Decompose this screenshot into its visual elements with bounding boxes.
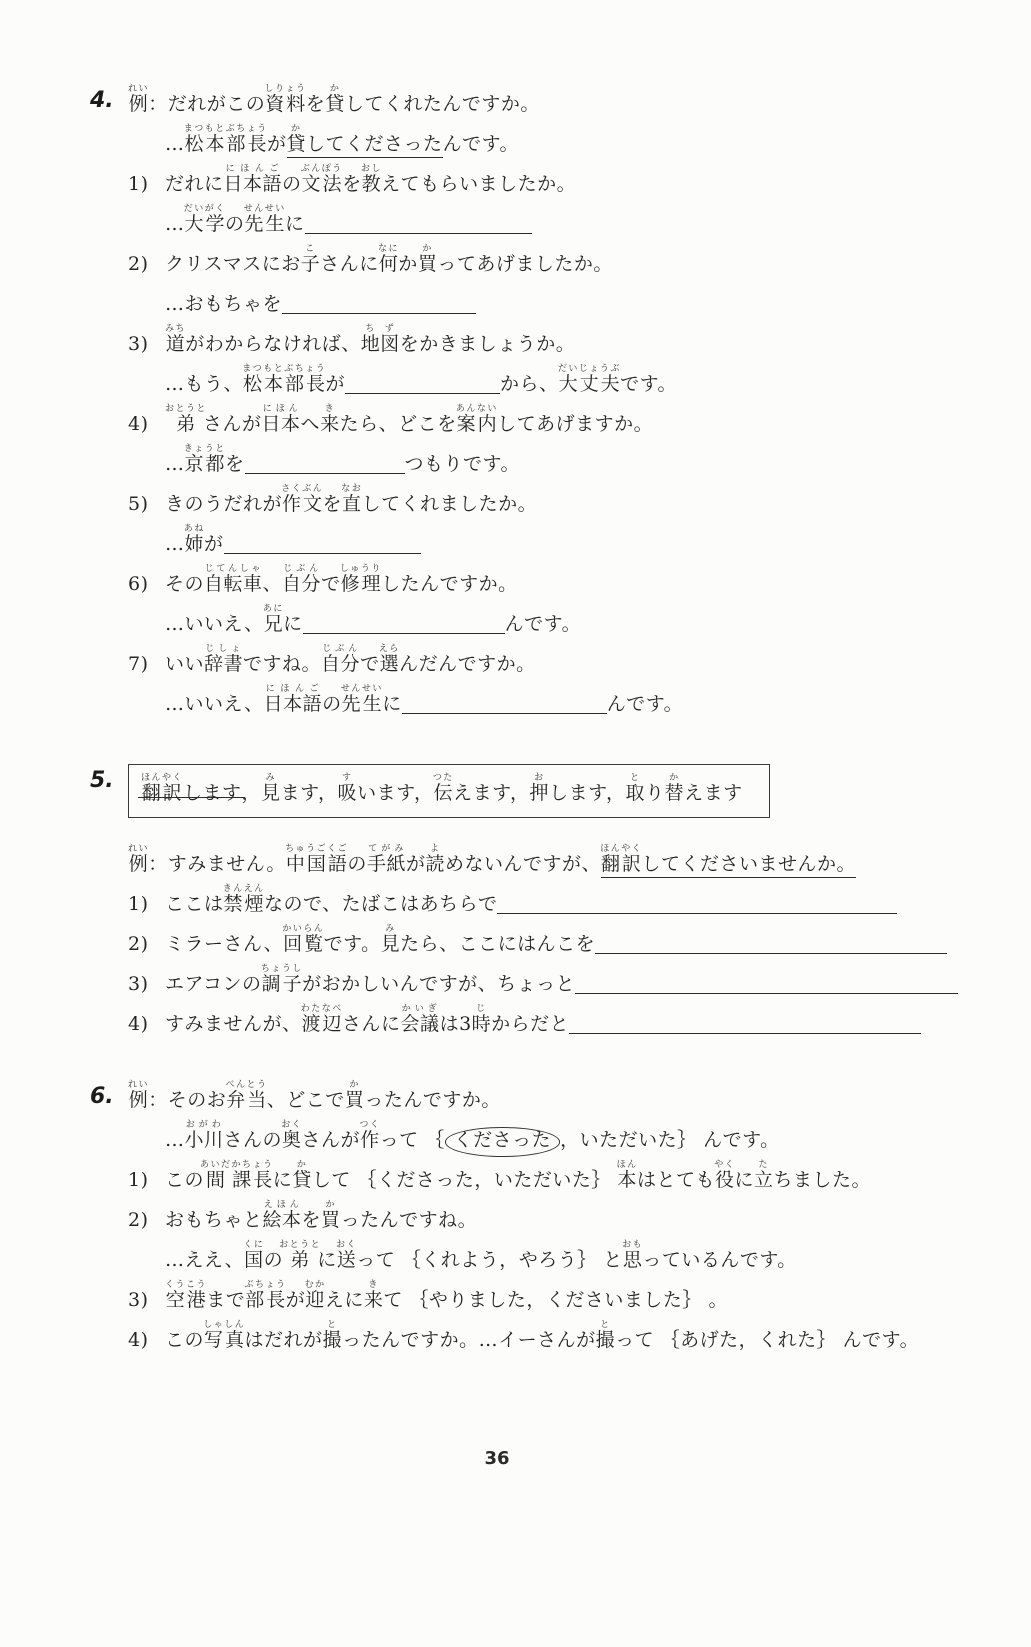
crossed-out-word: します [183, 775, 242, 811]
ruby-text: 例れい [128, 1080, 150, 1111]
text-segment: ，いただいた｝ んです。 [560, 1129, 780, 1151]
answer-blank [402, 713, 607, 714]
answer-line [128, 204, 920, 244]
answer-blank [303, 633, 505, 634]
ruby-text: 直なお [341, 484, 363, 515]
text-segment: んだんですか。 [399, 653, 536, 675]
ruby-text: 京都きょうと [183, 444, 226, 475]
ruby-text: 松本部長まつもとぶちょう [242, 364, 327, 395]
text-segment: 、どこで [266, 1089, 345, 1111]
ruby-text: 渡辺わたなべ [300, 1004, 343, 1035]
text-segment: …おもちゃを [165, 293, 283, 315]
item-number: 5) [128, 493, 149, 515]
question-line [128, 1200, 920, 1240]
ruby-text: 弟おとうと [279, 1240, 322, 1271]
section-lines [128, 764, 920, 1044]
example-line [128, 844, 920, 884]
text-segment: ってあげましたか。 [437, 253, 613, 275]
ruby-text: 日本語にほんご [263, 684, 323, 715]
text-segment: り [645, 782, 665, 804]
text-segment: してあげますか。 [497, 413, 654, 435]
ruby-text: 読よ [425, 844, 445, 875]
text-segment: に [272, 1169, 293, 1191]
answer-line [128, 524, 920, 564]
answer-line [128, 444, 920, 484]
text-segment: が [267, 133, 287, 155]
text-segment: の [282, 173, 302, 195]
text-segment: に [285, 213, 305, 235]
ruby-text: 立た [753, 1160, 774, 1191]
ruby-text: 取と [625, 773, 646, 804]
text-segment: がわからなければ、 [185, 333, 361, 355]
text-segment: … [165, 133, 185, 155]
item-number: 2) [128, 933, 149, 955]
ruby-text: 替か [664, 773, 685, 804]
ruby-text: 日本にほん [261, 404, 301, 435]
text-segment: えてもらいましたか。 [381, 173, 577, 195]
text-segment: からだと [491, 1013, 570, 1035]
text-segment: はとても [636, 1169, 715, 1191]
text-segment: ：そのお [148, 1089, 227, 1111]
text-segment: ます， [280, 782, 338, 804]
ruby-text: 禁煙きんえん [222, 884, 265, 915]
answer-blank [575, 993, 958, 994]
ruby-text: 伝つた [432, 773, 454, 804]
ruby-text: 会議かいぎ [400, 1004, 440, 1035]
text-segment: から、 [500, 373, 559, 395]
ruby-text: 部長ぶちょう [244, 1280, 287, 1311]
text-segment: まで [206, 1289, 246, 1311]
ruby-text: 間あいだ [200, 1160, 232, 1191]
ruby-text: 弟おとうと [165, 404, 208, 435]
ruby-text: 大学だいがく [183, 204, 226, 235]
ruby-text: 国くに [243, 1240, 265, 1271]
ruby-text: 修理しゅうり [339, 564, 382, 595]
text-segment: いい [165, 653, 205, 675]
item-number: 2) [128, 1209, 149, 1231]
item-number: 4) [128, 413, 149, 435]
exercise-4 [90, 84, 920, 724]
item-number: 6) [128, 573, 149, 595]
question-line [128, 564, 920, 604]
text-segment: が [405, 853, 426, 875]
text-segment: を [342, 173, 362, 195]
ruby-text: 回覧かいらん [282, 924, 325, 955]
text-segment: クリスマスにお [165, 253, 301, 275]
answer-line [128, 364, 920, 404]
item-number: 4) [128, 1013, 149, 1035]
question-line [128, 244, 920, 284]
example-answer [128, 1120, 920, 1160]
text-segment: ：すみません。 [148, 853, 286, 875]
exercise-content [90, 84, 920, 1360]
ruby-text: 案内あんない [455, 404, 498, 435]
text-segment: この [165, 1169, 205, 1191]
ruby-text: 作文さくぶん [281, 484, 324, 515]
text-segment: って ｛あげた，くれた｝ んです。 [615, 1329, 920, 1351]
text-segment: ですね。 [243, 653, 322, 675]
text-segment: か [398, 253, 418, 275]
text-segment: へ [300, 413, 321, 435]
ruby-text: 貸か [292, 1160, 312, 1191]
text-segment: 、 [262, 573, 283, 595]
text-segment: って ｛ [379, 1129, 445, 1151]
example-question [128, 84, 920, 124]
text-segment: えます [684, 782, 743, 804]
ruby-text: 写真しゃしん [203, 1320, 246, 1351]
crossed-out-word: 翻訳ほんやく [141, 773, 183, 811]
answer-line [128, 1240, 920, 1280]
ruby-text: 貸か [325, 84, 345, 115]
answer-line [128, 604, 920, 644]
text-segment: たら、ここにはんこを [400, 933, 596, 955]
text-segment: んです。 [504, 613, 582, 635]
text-segment: さんが [301, 1129, 361, 1151]
text-segment: で [360, 653, 380, 675]
ruby-text: 資料しりょう [264, 84, 307, 115]
question-line [128, 484, 920, 524]
text-segment: … [165, 453, 185, 475]
question-line [128, 1280, 920, 1320]
ruby-text: 地図ちず [360, 324, 400, 355]
ruby-text: 調子ちょうし [260, 964, 303, 995]
ruby-text: 本ほん [616, 1160, 638, 1191]
example-question [128, 1080, 920, 1120]
ruby-text: 何なに [378, 244, 400, 275]
underlined-text: 翻訳ほんやく [601, 853, 642, 878]
word-bank-box [128, 764, 770, 818]
ruby-text: 時じ [471, 1004, 492, 1035]
item-number: 4) [128, 1329, 149, 1351]
text-segment: の [347, 853, 367, 875]
answer-line [128, 284, 920, 324]
underlined-text: してくださった [306, 133, 443, 158]
text-segment: んです。 [606, 693, 684, 715]
text-segment: っているんです。 [642, 1249, 797, 1271]
text-segment: …もう、 [165, 373, 244, 395]
text-segment: に [283, 613, 303, 635]
text-segment: つもりです。 [404, 453, 521, 475]
text-segment: さんに [342, 1013, 401, 1035]
question-line [128, 644, 920, 684]
text-segment: ここは [165, 893, 224, 915]
answer-blank [224, 553, 421, 554]
circled-answer: くださった [445, 1127, 561, 1157]
section-number: 5. [90, 768, 114, 793]
section-number: 4. [90, 88, 114, 113]
ruby-text: 自転車じてんしゃ [204, 564, 263, 595]
text-segment: …いいえ、 [165, 613, 264, 635]
question-line [128, 924, 920, 964]
ruby-text: 撮と [322, 1320, 343, 1351]
text-segment: … [165, 533, 185, 555]
text-segment: したんですか。 [381, 573, 518, 595]
ruby-text: 奥おく [281, 1120, 303, 1151]
item-number: 1) [128, 1169, 149, 1191]
item-number: 3) [128, 333, 149, 355]
text-segment: さんに [320, 253, 379, 275]
text-segment: この [165, 1329, 205, 1351]
text-segment: きのうだれが [165, 493, 283, 515]
text-segment: えます， [453, 782, 530, 804]
ruby-text: 来き [320, 404, 340, 435]
ruby-text: 大丈夫だいじょうぶ [557, 364, 621, 395]
question-line [128, 884, 920, 924]
text-segment: で [321, 573, 341, 595]
ruby-text: 迎むか [304, 1280, 326, 1311]
ruby-text: 見み [261, 773, 281, 804]
text-segment: です。 [323, 933, 381, 955]
item-number: 3) [128, 973, 149, 995]
text-segment: すみませんが、 [165, 1013, 302, 1035]
text-segment: … [165, 213, 185, 235]
text-segment: します， [549, 782, 626, 804]
question-line [128, 1320, 920, 1360]
text-segment: ったんですか。 [364, 1089, 501, 1111]
text-segment: をかきましょうか。 [399, 333, 576, 355]
section-lines [128, 84, 920, 724]
text-segment: はだれが [244, 1329, 323, 1351]
question-line [128, 964, 920, 1004]
ruby-text: 小川おがわ [184, 1120, 224, 1151]
ruby-text: 役やく [714, 1160, 736, 1191]
answer-blank [595, 953, 947, 954]
ruby-text: 撮と [595, 1320, 616, 1351]
ruby-text: 中国語ちゅうごくご [285, 844, 349, 875]
underlined-text: 貸か [287, 133, 307, 158]
text-segment: に [317, 1249, 337, 1271]
text-segment: して ｛くださった，いただいた｝ [311, 1169, 618, 1191]
answer-blank [497, 913, 897, 914]
text-segment: を [301, 1209, 322, 1231]
ruby-text: 手紙てがみ [366, 844, 406, 875]
ruby-text: 弁当べんとう [225, 1080, 268, 1111]
ruby-text: 絵本えほん [262, 1200, 302, 1231]
answer-blank [282, 313, 476, 314]
item-number: 3) [128, 1289, 149, 1311]
text-segment: ミラーさん、 [165, 933, 284, 955]
text-segment: は3 [439, 1013, 472, 1035]
text-segment: が [204, 533, 224, 555]
ruby-text: 日本語にほんご [223, 164, 283, 195]
text-segment: ちました。 [773, 1169, 872, 1191]
ruby-text: 買か [344, 1080, 365, 1111]
ruby-text: 教おし [360, 164, 382, 195]
text-segment: って ｛くれよう，やろう｝ と [356, 1249, 623, 1271]
ruby-text: 先生せんせい [243, 204, 286, 235]
text-segment: してくれましたか。 [361, 493, 538, 515]
text-segment: が [325, 373, 346, 395]
section-lines [128, 1080, 920, 1360]
text-segment: なので、たばこはあちらで [264, 893, 498, 915]
text-segment: に [734, 1169, 754, 1191]
text-segment: を [305, 93, 326, 115]
text-segment: がおかしいんですが、ちょっと [302, 973, 576, 995]
item-number: 7) [128, 653, 149, 675]
ruby-text: 自分じぶん [321, 644, 361, 675]
page-number: 36 [484, 1448, 510, 1469]
text-segment: … [165, 1129, 185, 1151]
text-segment: を [322, 493, 343, 515]
ruby-text: 送おく [335, 1240, 357, 1271]
ruby-text: 辞書じしょ [204, 644, 244, 675]
ruby-text: 子こ [300, 244, 321, 275]
ruby-text: 自分じぶん [282, 564, 322, 595]
text-segment: の [263, 1249, 284, 1271]
text-segment: だれに [165, 173, 224, 195]
question-line [128, 324, 920, 364]
text-segment: たら、どこを [339, 413, 457, 435]
text-segment: の [225, 213, 245, 235]
ruby-text: 作つく [359, 1120, 381, 1151]
ruby-text: 姉あね [183, 524, 205, 555]
answer-blank [245, 473, 405, 474]
text-segment: さんが [203, 413, 262, 435]
item-number: 1) [128, 893, 149, 915]
text-segment: に [382, 693, 402, 715]
text-segment: です。 [620, 373, 678, 395]
text-segment: してくれたんですか。 [344, 93, 540, 115]
ruby-text: 例れい [128, 84, 150, 115]
text-segment: ったんですか。…イーさんが [342, 1329, 596, 1351]
question-line [128, 1004, 920, 1044]
text-segment: めないんですが、 [444, 853, 601, 875]
text-segment: が [285, 1289, 306, 1311]
text-segment: …いいえ、 [165, 693, 264, 715]
ruby-text: 見み [380, 924, 401, 955]
ruby-text: 空港くうこう [165, 1280, 208, 1311]
question-line [128, 404, 920, 444]
example-answer [128, 124, 920, 164]
ruby-text: 押お [529, 773, 550, 804]
ruby-text: 先生せんせい [340, 684, 383, 715]
answer-blank [569, 1033, 921, 1034]
answer-blank [305, 233, 532, 234]
answer-blank [345, 393, 500, 394]
exercise-6 [90, 1080, 920, 1360]
ruby-text: 買か [417, 244, 438, 275]
ruby-text: 課長かちょう [231, 1160, 274, 1191]
text-segment: ， [241, 782, 262, 804]
ruby-text: 思おも [622, 1240, 644, 1271]
text-segment: ったんですね。 [340, 1209, 478, 1231]
ruby-text: 買か [321, 1200, 341, 1231]
ruby-text: 道みち [165, 324, 187, 355]
text-segment: を [225, 453, 245, 475]
text-segment: んです。 [442, 133, 520, 155]
text-segment: さんの [223, 1129, 283, 1151]
ruby-text: 兄あに [262, 604, 284, 635]
question-line [128, 164, 920, 204]
item-number: 2) [128, 253, 149, 275]
ruby-text: 文法ぶんぽう [300, 164, 343, 195]
question-line [128, 1160, 920, 1200]
answer-line [128, 684, 920, 724]
ruby-text: 来き [363, 1280, 384, 1311]
text-segment: その [165, 573, 205, 595]
section-number: 6. [90, 1084, 114, 1109]
text-segment: おもちゃと [165, 1209, 263, 1231]
text-segment: います， [357, 782, 434, 804]
text-segment: エアコンの [165, 973, 262, 995]
text-segment: ：だれがこの [148, 93, 266, 115]
text-segment: えに [324, 1289, 364, 1311]
text-segment: の [322, 693, 342, 715]
ruby-text: 選えら [378, 644, 400, 675]
ruby-text: 吸す [337, 773, 358, 804]
text-segment: て ｛やりました，くださいました｝ 。 [383, 1289, 728, 1311]
underlined-text: してくださいませんか。 [642, 853, 857, 878]
ruby-text: 松本部長まつもとぶちょう [183, 124, 268, 155]
exercise-5 [90, 764, 920, 1044]
ruby-text: 例れい [128, 844, 150, 875]
item-number: 1) [128, 173, 149, 195]
text-segment: …ええ、 [165, 1249, 245, 1271]
